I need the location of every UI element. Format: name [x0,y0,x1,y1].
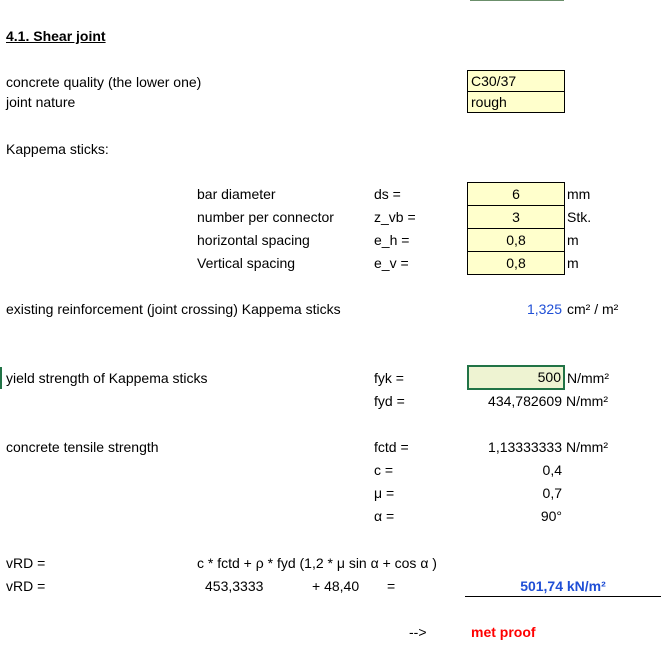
bar-diameter-symbol: ds = [374,186,401,202]
vertical-spacing-label: Vertical spacing [197,255,296,271]
bar-diameter-label: bar diameter [197,186,276,202]
c-value: 0,4 [542,462,562,478]
section-heading: 4.1. Shear joint [6,28,106,44]
fyk-unit: N/mm² [567,370,609,386]
fctd-unit: N/mm² [566,439,608,455]
vrd-formula: c * fctd + ρ * fyd (1,2 * μ sin α + cos α ) [197,555,437,571]
mu-value: 0,7 [542,485,562,501]
yield-strength-label: yield strength of Kappema sticks [6,370,208,386]
bar-diameter-unit: mm [567,186,591,202]
vertical-spacing-symbol: e_v = [374,255,409,271]
vrd-equals: = [387,578,396,594]
vrd-part-1: 453,3333 [205,578,264,594]
vrd-part-2: + 48,40 [312,578,360,594]
joint-nature-input[interactable]: rough [467,91,565,113]
reinforcement-value: 1,325 [526,301,562,317]
fyk-symbol: fyk = [374,370,404,386]
fyd-symbol: fyd = [374,393,405,409]
result-underline [465,596,661,597]
tensile-strength-label: concrete tensile strength [6,439,159,455]
horizontal-spacing-input[interactable]: 0,8 [467,228,565,252]
fyd-value: 434,782609 [488,393,562,409]
vertical-spacing-input[interactable]: 0,8 [467,251,565,275]
row-selection-marker [0,367,2,389]
fyd-unit: N/mm² [566,393,608,409]
concrete-quality-input[interactable]: C30/37 [467,70,565,92]
vrd-label-2: vRD = [6,578,46,594]
fctd-symbol: fctd = [374,439,409,455]
c-symbol: c = [374,462,394,478]
number-per-connector-label: number per connector [197,209,334,225]
vrd-result: 501,74 kN/m² [520,578,606,594]
number-per-connector-symbol: z_vb = [374,209,416,225]
number-per-connector-input[interactable]: 3 [467,205,565,229]
horizontal-spacing-unit: m [567,232,579,248]
horizontal-spacing-symbol: e_h = [374,232,410,248]
reinforcement-label: existing reinforcement (joint crossing) Kappema sticks [6,301,341,317]
bar-diameter-input[interactable]: 6 [467,182,565,206]
alpha-value: 90° [540,508,562,524]
alpha-symbol: α = [374,508,395,524]
fyk-input-selected-cell[interactable]: 500 [467,365,565,390]
proof-status: met proof [471,624,536,640]
proof-arrow: --> [409,624,427,640]
horizontal-spacing-label: horizontal spacing [197,232,310,248]
reinforcement-unit: cm² / m² [567,301,619,317]
concrete-quality-label: concrete quality (the lower one) [6,74,202,90]
kappema-heading: Kappema sticks: [6,141,109,157]
vertical-spacing-unit: m [567,255,579,271]
joint-nature-label: joint nature [6,94,76,110]
vrd-label-1: vRD = [6,555,46,571]
fctd-value: 1,13333333 [488,439,562,455]
number-per-connector-unit: Stk. [567,209,592,225]
top-cell-border [470,0,564,1]
mu-symbol: μ = [374,485,395,501]
